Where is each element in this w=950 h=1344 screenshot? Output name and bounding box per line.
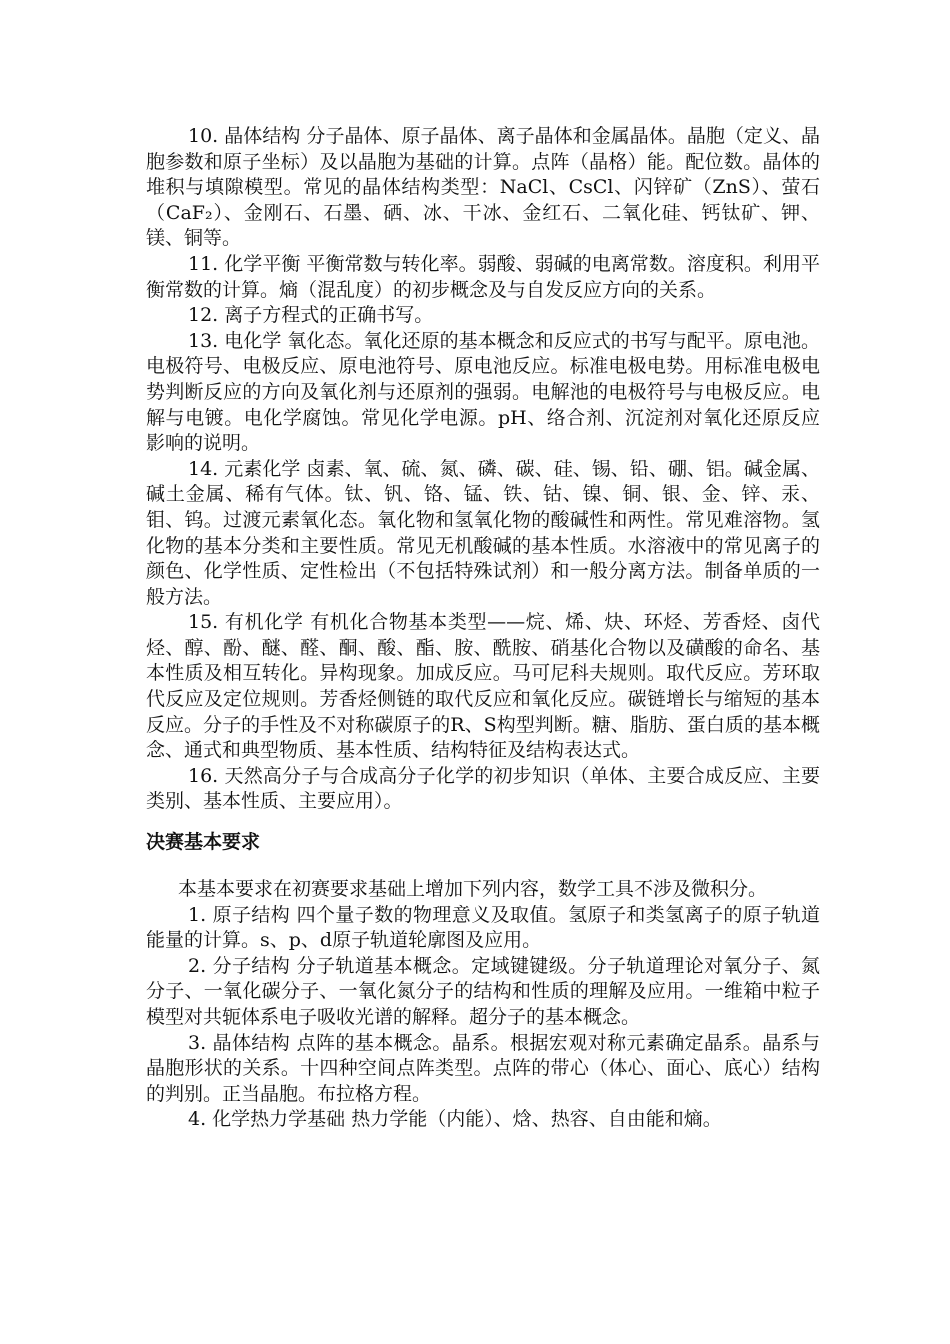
prelim-item-13 bbox=[146, 329, 820, 457]
prelim-item-16 bbox=[146, 764, 820, 815]
final-item-3 bbox=[146, 1031, 820, 1108]
item-text: 有机化学 有机化合物基本类型——烷、烯、炔、环烃、芳香烃、卤代烃、醇、酚、醚、醛、酮、酸、酯、胺、酰胺、硝基化合物以及磺酸的命名、基本性质及相互转化。异构现象。加成反应。马可尼科夫规则。取代反应。芳环取代反应及定位规则。芳香烃侧链的取代反应和氧化反应。碳链增长与缩短的基本反应。分子的手性及不对称碳原子的R、S构型判断。糖、脂肪、蛋白质的基本概念、通式和典型物质、基本性质、结构特征及结构表达式。 bbox=[146, 611, 820, 762]
prelim-item-11 bbox=[146, 252, 820, 303]
item-text: 化学热力学基础 热力学能（内能）、焓、热容、自由能和熵。 bbox=[206, 1108, 722, 1131]
item-text: 离子方程式的正确书写。 bbox=[218, 304, 434, 327]
section-heading: 决赛基本要求 bbox=[146, 831, 261, 854]
item-number: 16. bbox=[188, 764, 219, 787]
item-number: 1. bbox=[188, 903, 207, 926]
item-number: 3. bbox=[188, 1031, 207, 1054]
prelim-item-14 bbox=[146, 457, 820, 611]
item-text: 电化学 氧化态。氧化还原的基本概念和反应式的书写与配平。原电池。电极符号、电极反应、原电池符号、原电池反应。标准电极电势。用标准电极电势判断反应的方向及氧化剂与还原剂的强弱。电解池的电极符号与电极反应。电解与电镀。电化学腐蚀。常见化学电源。pH、络合剂、沉淀剂对氧化还原反应影响的说明。 bbox=[146, 329, 820, 455]
document-page bbox=[146, 124, 820, 1133]
prelim-item-10 bbox=[146, 124, 820, 252]
item-number: 10. bbox=[188, 125, 219, 147]
item-number: 14. bbox=[188, 457, 219, 480]
item-number: 15. bbox=[188, 611, 219, 634]
prelim-item-15 bbox=[146, 610, 820, 764]
section-intro: 本基本要求在初赛要求基础上增加下列内容，数学工具不涉及微积分。 bbox=[178, 878, 768, 901]
final-item-1 bbox=[146, 903, 820, 954]
item-number: 13. bbox=[188, 329, 219, 352]
item-number: 2. bbox=[188, 954, 207, 977]
final-item-4 bbox=[146, 1107, 820, 1133]
item-text: 原子结构 四个量子数的物理意义及取值。氢原子和类氢离子的原子轨道能量的计算。s、p、d原子轨道轮廓图及应用。 bbox=[146, 903, 820, 952]
item-text: 天然高分子与合成高分子化学的初步知识（单体、主要合成反应、主要类别、基本性质、主要应用）。 bbox=[146, 764, 820, 813]
final-item-2 bbox=[146, 954, 820, 1031]
item-text: 化学平衡 平衡常数与转化率。弱酸、弱碱的电离常数。溶度积。利用平衡常数的计算。熵（混乱度）的初步概念及与自发反应方向的关系。 bbox=[146, 252, 820, 301]
item-number: 12. bbox=[188, 304, 219, 327]
item-text: 晶体结构 分子晶体、原子晶体、离子晶体和金属晶体。晶胞（定义、晶胞参数和原子坐标）及以晶胞为基础的计算。点阵（晶格）能。配位数。晶体的堆积与填隙模型。常见的晶体结构类型：NaCl、CsCl、闪锌矿（ZnS）、萤石（CaF₂）、金刚石、石墨、硒、冰、干冰、金红石、二氧化硅、钙钛矿、钾、镁、铜等。 bbox=[146, 125, 820, 250]
item-text: 元素化学 卤素、氧、硫、氮、磷、碳、硅、锡、铅、硼、铝。碱金属、碱土金属、稀有气体。钛、钒、铬、锰、铁、钴、镍、铜、银、金、锌、汞、钼、钨。过渡元素氧化态。氧化物和氢氧化物的酸碱性和两性。常见难溶物。氢化物的基本分类和主要性质。常见无机酸碱的基本性质。水溶液中的常见离子的颜色、化学性质、定性检出（不包括特殊试剂）和一般分离方法。制备单质的一般方法。 bbox=[146, 457, 820, 608]
item-number: 11. bbox=[188, 252, 219, 275]
prelim-item-12 bbox=[146, 303, 820, 329]
item-text: 晶体结构 点阵的基本概念。晶系。根据宏观对称元素确定晶系。晶系与晶胞形状的关系。十四种空间点阵类型。点阵的带心（体心、面心、底心）结构的判别。正当晶胞。布拉格方程。 bbox=[146, 1031, 820, 1105]
item-text: 分子结构 分子轨道基本概念。定域键键级。分子轨道理论对氧分子、氮分子、一氧化碳分子、一氧化氮分子的结构和性质的理解及应用。一维箱中粒子模型对共轭体系电子吸收光谱的解释。超分子的基本概念。 bbox=[146, 954, 820, 1028]
item-number: 4. bbox=[188, 1108, 207, 1131]
